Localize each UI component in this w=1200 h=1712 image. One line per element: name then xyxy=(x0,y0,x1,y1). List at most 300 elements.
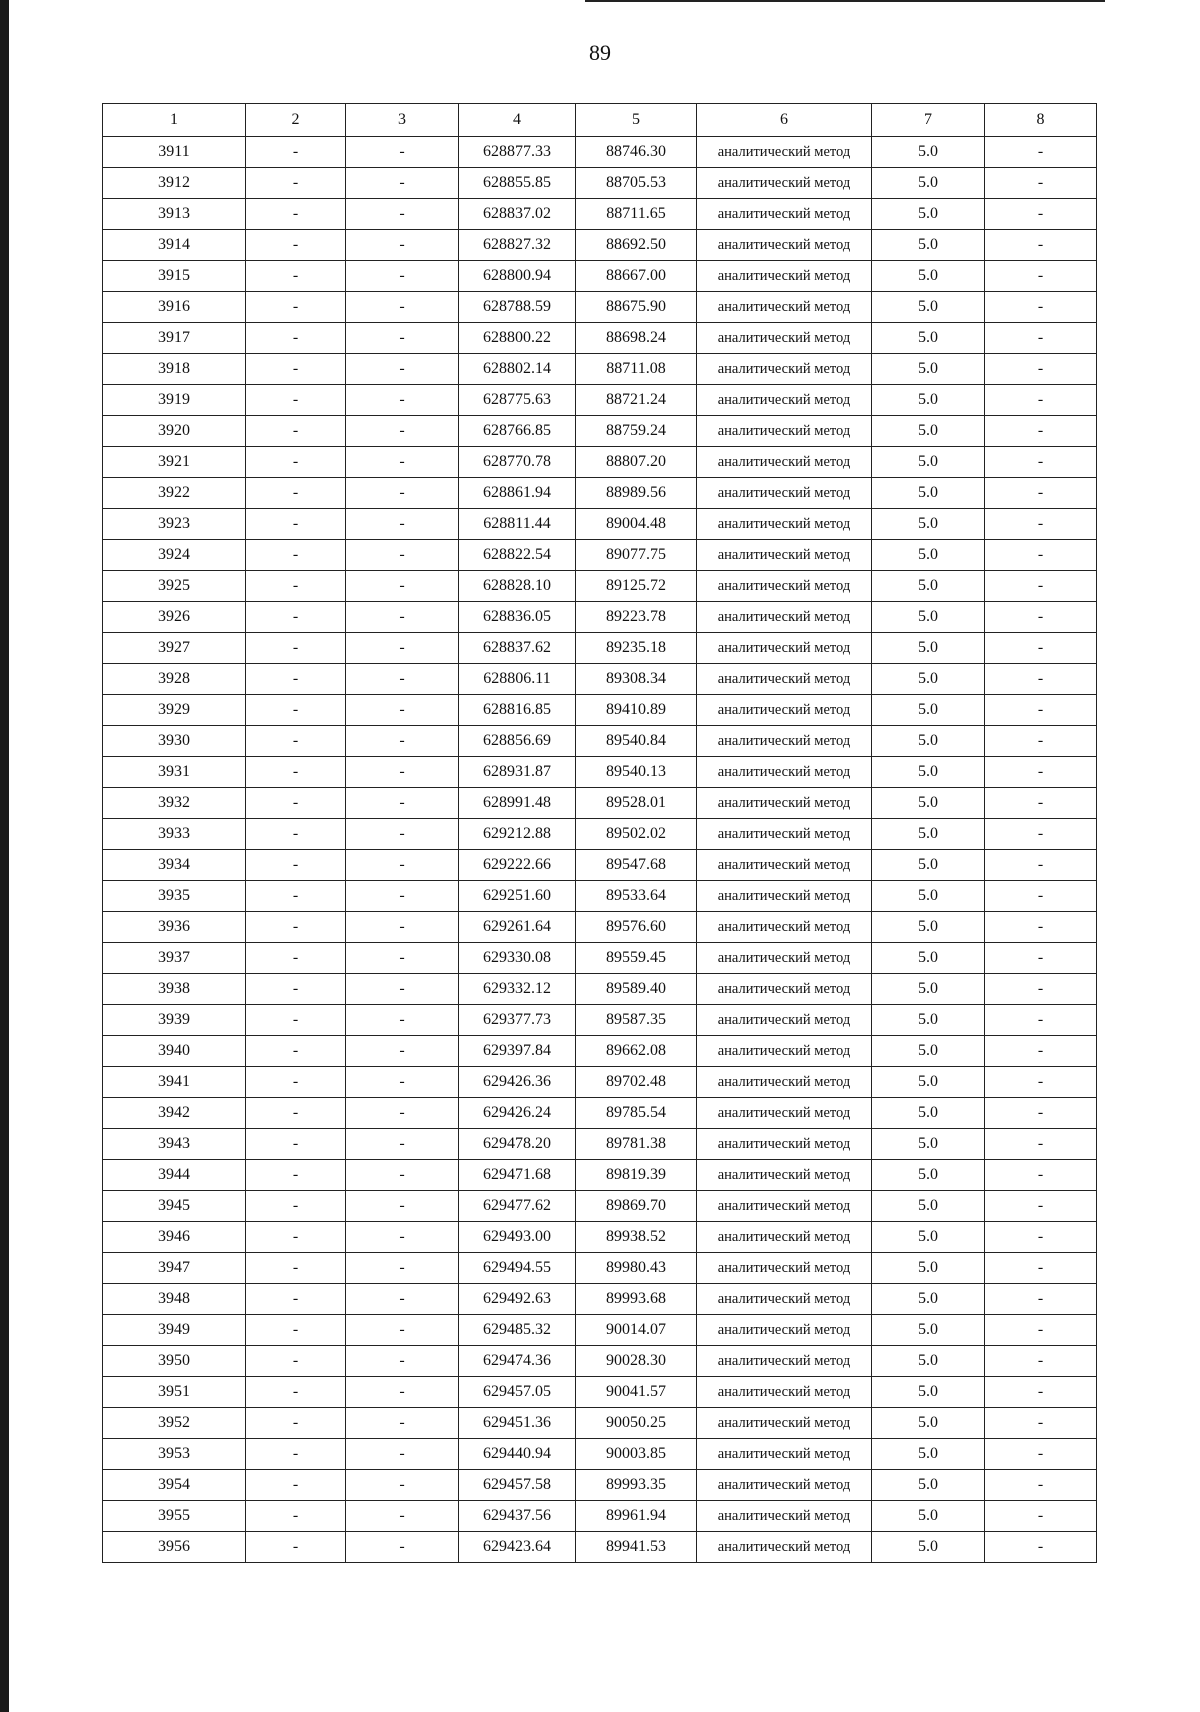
x-coordinate: 628827.32 xyxy=(459,230,576,261)
col2-value: - xyxy=(246,788,346,819)
y-coordinate: 89235.18 xyxy=(576,633,697,664)
point-number: 3940 xyxy=(103,1036,246,1067)
col2-value: - xyxy=(246,633,346,664)
col2-value: - xyxy=(246,323,346,354)
table-row xyxy=(103,416,1097,447)
col2-value: - xyxy=(246,1315,346,1346)
x-coordinate: 629478.20 xyxy=(459,1129,576,1160)
point-number: 3939 xyxy=(103,1005,246,1036)
col8-value: - xyxy=(985,726,1097,757)
point-number: 3946 xyxy=(103,1222,246,1253)
x-coordinate: 629437.56 xyxy=(459,1501,576,1532)
table-row xyxy=(103,447,1097,478)
x-coordinate: 629477.62 xyxy=(459,1191,576,1222)
col8-value: - xyxy=(985,1036,1097,1067)
coordinates-table xyxy=(102,103,1097,1563)
col3-value: - xyxy=(346,323,459,354)
accuracy: 5.0 xyxy=(872,416,985,447)
col2-value: - xyxy=(246,1005,346,1036)
col3-value: - xyxy=(346,478,459,509)
method: аналитический метод xyxy=(697,943,872,974)
col8-value: - xyxy=(985,385,1097,416)
accuracy: 5.0 xyxy=(872,1098,985,1129)
accuracy: 5.0 xyxy=(872,788,985,819)
x-coordinate: 628770.78 xyxy=(459,447,576,478)
col8-value: - xyxy=(985,509,1097,540)
accuracy: 5.0 xyxy=(872,261,985,292)
col3-value: - xyxy=(346,757,459,788)
table-row xyxy=(103,1284,1097,1315)
table-row xyxy=(103,230,1097,261)
accuracy: 5.0 xyxy=(872,726,985,757)
col2-value: - xyxy=(246,354,346,385)
col3-value: - xyxy=(346,912,459,943)
col3-value: - xyxy=(346,1005,459,1036)
y-coordinate: 89540.84 xyxy=(576,726,697,757)
col2-value: - xyxy=(246,199,346,230)
point-number: 3924 xyxy=(103,540,246,571)
col2-value: - xyxy=(246,478,346,509)
col3-value: - xyxy=(346,1098,459,1129)
col3-value: - xyxy=(346,199,459,230)
method: аналитический метод xyxy=(697,664,872,695)
x-coordinate: 628991.48 xyxy=(459,788,576,819)
method: аналитический метод xyxy=(697,1067,872,1098)
y-coordinate: 89980.43 xyxy=(576,1253,697,1284)
col8-value: - xyxy=(985,1191,1097,1222)
col8-value: - xyxy=(985,540,1097,571)
accuracy: 5.0 xyxy=(872,1129,985,1160)
table-row xyxy=(103,168,1097,199)
table-row xyxy=(103,1005,1097,1036)
x-coordinate: 628855.85 xyxy=(459,168,576,199)
accuracy: 5.0 xyxy=(872,881,985,912)
point-number: 3923 xyxy=(103,509,246,540)
col8-value: - xyxy=(985,1098,1097,1129)
method: аналитический метод xyxy=(697,168,872,199)
col8-value: - xyxy=(985,292,1097,323)
col2-value: - xyxy=(246,819,346,850)
point-number: 3936 xyxy=(103,912,246,943)
col3-value: - xyxy=(346,695,459,726)
col2-value: - xyxy=(246,1160,346,1191)
y-coordinate: 90050.25 xyxy=(576,1408,697,1439)
accuracy: 5.0 xyxy=(872,1439,985,1470)
table-row xyxy=(103,1408,1097,1439)
x-coordinate: 628861.94 xyxy=(459,478,576,509)
method: аналитический метод xyxy=(697,385,872,416)
method: аналитический метод xyxy=(697,509,872,540)
x-coordinate: 629493.00 xyxy=(459,1222,576,1253)
accuracy: 5.0 xyxy=(872,1160,985,1191)
method: аналитический метод xyxy=(697,1098,872,1129)
accuracy: 5.0 xyxy=(872,509,985,540)
accuracy: 5.0 xyxy=(872,199,985,230)
x-coordinate: 629485.32 xyxy=(459,1315,576,1346)
method: аналитический метод xyxy=(697,137,872,168)
table-row xyxy=(103,261,1097,292)
accuracy: 5.0 xyxy=(872,230,985,261)
point-number: 3929 xyxy=(103,695,246,726)
x-coordinate: 628931.87 xyxy=(459,757,576,788)
method: аналитический метод xyxy=(697,1191,872,1222)
column-header: 2 xyxy=(246,104,346,137)
point-number: 3942 xyxy=(103,1098,246,1129)
y-coordinate: 89410.89 xyxy=(576,695,697,726)
y-coordinate: 89125.72 xyxy=(576,571,697,602)
method: аналитический метод xyxy=(697,695,872,726)
col8-value: - xyxy=(985,199,1097,230)
table-row xyxy=(103,199,1097,230)
col2-value: - xyxy=(246,1346,346,1377)
x-coordinate: 628837.62 xyxy=(459,633,576,664)
table-row xyxy=(103,1377,1097,1408)
col8-value: - xyxy=(985,137,1097,168)
accuracy: 5.0 xyxy=(872,819,985,850)
accuracy: 5.0 xyxy=(872,571,985,602)
method: аналитический метод xyxy=(697,1160,872,1191)
accuracy: 5.0 xyxy=(872,168,985,199)
y-coordinate: 88746.30 xyxy=(576,137,697,168)
point-number: 3948 xyxy=(103,1284,246,1315)
col2-value: - xyxy=(246,447,346,478)
accuracy: 5.0 xyxy=(872,912,985,943)
accuracy: 5.0 xyxy=(872,1532,985,1563)
y-coordinate: 89077.75 xyxy=(576,540,697,571)
table-row xyxy=(103,354,1097,385)
table-row xyxy=(103,1191,1097,1222)
method: аналитический метод xyxy=(697,1470,872,1501)
col2-value: - xyxy=(246,943,346,974)
y-coordinate: 88711.08 xyxy=(576,354,697,385)
table-row xyxy=(103,757,1097,788)
y-coordinate: 88711.65 xyxy=(576,199,697,230)
col8-value: - xyxy=(985,261,1097,292)
y-coordinate: 88675.90 xyxy=(576,292,697,323)
col3-value: - xyxy=(346,1377,459,1408)
y-coordinate: 89869.70 xyxy=(576,1191,697,1222)
y-coordinate: 88807.20 xyxy=(576,447,697,478)
col3-value: - xyxy=(346,664,459,695)
table-row xyxy=(103,1346,1097,1377)
col8-value: - xyxy=(985,571,1097,602)
table-row xyxy=(103,478,1097,509)
table-row xyxy=(103,1470,1097,1501)
col2-value: - xyxy=(246,1098,346,1129)
column-header: 6 xyxy=(697,104,872,137)
col8-value: - xyxy=(985,1501,1097,1532)
accuracy: 5.0 xyxy=(872,1346,985,1377)
col8-value: - xyxy=(985,602,1097,633)
x-coordinate: 628836.05 xyxy=(459,602,576,633)
point-number: 3926 xyxy=(103,602,246,633)
y-coordinate: 89587.35 xyxy=(576,1005,697,1036)
col3-value: - xyxy=(346,850,459,881)
col2-value: - xyxy=(246,757,346,788)
x-coordinate: 629397.84 xyxy=(459,1036,576,1067)
col3-value: - xyxy=(346,602,459,633)
column-header: 7 xyxy=(872,104,985,137)
x-coordinate: 629457.58 xyxy=(459,1470,576,1501)
point-number: 3954 xyxy=(103,1470,246,1501)
col2-value: - xyxy=(246,881,346,912)
x-coordinate: 628806.11 xyxy=(459,664,576,695)
method: аналитический метод xyxy=(697,850,872,881)
col3-value: - xyxy=(346,447,459,478)
col3-value: - xyxy=(346,1470,459,1501)
method: аналитический метод xyxy=(697,1346,872,1377)
col8-value: - xyxy=(985,1284,1097,1315)
accuracy: 5.0 xyxy=(872,540,985,571)
table-row xyxy=(103,1315,1097,1346)
table-row xyxy=(103,1532,1097,1563)
method: аналитический метод xyxy=(697,1377,872,1408)
point-number: 3934 xyxy=(103,850,246,881)
x-coordinate: 628877.33 xyxy=(459,137,576,168)
y-coordinate: 88759.24 xyxy=(576,416,697,447)
scan-left-edge xyxy=(0,0,9,1712)
accuracy: 5.0 xyxy=(872,974,985,1005)
method: аналитический метод xyxy=(697,1222,872,1253)
accuracy: 5.0 xyxy=(872,943,985,974)
accuracy: 5.0 xyxy=(872,1005,985,1036)
x-coordinate: 629332.12 xyxy=(459,974,576,1005)
col8-value: - xyxy=(985,1253,1097,1284)
accuracy: 5.0 xyxy=(872,1470,985,1501)
col8-value: - xyxy=(985,912,1097,943)
method: аналитический метод xyxy=(697,602,872,633)
y-coordinate: 89547.68 xyxy=(576,850,697,881)
point-number: 3912 xyxy=(103,168,246,199)
table-row xyxy=(103,1222,1097,1253)
col3-value: - xyxy=(346,974,459,1005)
x-coordinate: 629471.68 xyxy=(459,1160,576,1191)
x-coordinate: 629474.36 xyxy=(459,1346,576,1377)
col8-value: - xyxy=(985,1067,1097,1098)
col8-value: - xyxy=(985,943,1097,974)
method: аналитический метод xyxy=(697,1284,872,1315)
point-number: 3931 xyxy=(103,757,246,788)
accuracy: 5.0 xyxy=(872,633,985,664)
col2-value: - xyxy=(246,1191,346,1222)
accuracy: 5.0 xyxy=(872,602,985,633)
method: аналитический метод xyxy=(697,261,872,292)
accuracy: 5.0 xyxy=(872,757,985,788)
x-coordinate: 628800.22 xyxy=(459,323,576,354)
col2-value: - xyxy=(246,137,346,168)
col8-value: - xyxy=(985,1160,1097,1191)
accuracy: 5.0 xyxy=(872,1253,985,1284)
point-number: 3943 xyxy=(103,1129,246,1160)
method: аналитический метод xyxy=(697,912,872,943)
point-number: 3928 xyxy=(103,664,246,695)
col3-value: - xyxy=(346,168,459,199)
col3-value: - xyxy=(346,1067,459,1098)
table-row xyxy=(103,1098,1097,1129)
y-coordinate: 88667.00 xyxy=(576,261,697,292)
col8-value: - xyxy=(985,695,1097,726)
table-row xyxy=(103,292,1097,323)
y-coordinate: 89941.53 xyxy=(576,1532,697,1563)
y-coordinate: 89559.45 xyxy=(576,943,697,974)
y-coordinate: 89528.01 xyxy=(576,788,697,819)
accuracy: 5.0 xyxy=(872,1191,985,1222)
method: аналитический метод xyxy=(697,1005,872,1036)
method: аналитический метод xyxy=(697,571,872,602)
accuracy: 5.0 xyxy=(872,1222,985,1253)
col8-value: - xyxy=(985,1439,1097,1470)
method: аналитический метод xyxy=(697,1315,872,1346)
accuracy: 5.0 xyxy=(872,1408,985,1439)
point-number: 3944 xyxy=(103,1160,246,1191)
point-number: 3935 xyxy=(103,881,246,912)
table-header-row xyxy=(103,104,1097,137)
x-coordinate: 629492.63 xyxy=(459,1284,576,1315)
col2-value: - xyxy=(246,1470,346,1501)
column-header: 1 xyxy=(103,104,246,137)
y-coordinate: 88721.24 xyxy=(576,385,697,416)
accuracy: 5.0 xyxy=(872,1284,985,1315)
accuracy: 5.0 xyxy=(872,385,985,416)
table-row xyxy=(103,850,1097,881)
method: аналитический метод xyxy=(697,199,872,230)
x-coordinate: 628837.02 xyxy=(459,199,576,230)
y-coordinate: 89533.64 xyxy=(576,881,697,912)
col2-value: - xyxy=(246,168,346,199)
x-coordinate: 629457.05 xyxy=(459,1377,576,1408)
y-coordinate: 89308.34 xyxy=(576,664,697,695)
column-header: 4 xyxy=(459,104,576,137)
col8-value: - xyxy=(985,881,1097,912)
accuracy: 5.0 xyxy=(872,1067,985,1098)
col3-value: - xyxy=(346,943,459,974)
col2-value: - xyxy=(246,1284,346,1315)
col3-value: - xyxy=(346,1253,459,1284)
col2-value: - xyxy=(246,1408,346,1439)
table-row xyxy=(103,943,1097,974)
method: аналитический метод xyxy=(697,354,872,385)
y-coordinate: 88705.53 xyxy=(576,168,697,199)
accuracy: 5.0 xyxy=(872,1501,985,1532)
method: аналитический метод xyxy=(697,1501,872,1532)
col3-value: - xyxy=(346,726,459,757)
point-number: 3921 xyxy=(103,447,246,478)
x-coordinate: 629222.66 xyxy=(459,850,576,881)
point-number: 3922 xyxy=(103,478,246,509)
col8-value: - xyxy=(985,974,1097,1005)
point-number: 3937 xyxy=(103,943,246,974)
col8-value: - xyxy=(985,757,1097,788)
x-coordinate: 629494.55 xyxy=(459,1253,576,1284)
y-coordinate: 89785.54 xyxy=(576,1098,697,1129)
y-coordinate: 89819.39 xyxy=(576,1160,697,1191)
table-row xyxy=(103,1129,1097,1160)
table-row xyxy=(103,571,1097,602)
x-coordinate: 628811.44 xyxy=(459,509,576,540)
col2-value: - xyxy=(246,292,346,323)
point-number: 3930 xyxy=(103,726,246,757)
col8-value: - xyxy=(985,819,1097,850)
point-number: 3916 xyxy=(103,292,246,323)
x-coordinate: 629261.64 xyxy=(459,912,576,943)
y-coordinate: 89540.13 xyxy=(576,757,697,788)
method: аналитический метод xyxy=(697,1036,872,1067)
table-row xyxy=(103,1036,1097,1067)
col3-value: - xyxy=(346,509,459,540)
table-row xyxy=(103,1253,1097,1284)
table-row xyxy=(103,1439,1097,1470)
col3-value: - xyxy=(346,540,459,571)
method: аналитический метод xyxy=(697,1439,872,1470)
col2-value: - xyxy=(246,416,346,447)
col8-value: - xyxy=(985,850,1097,881)
method: аналитический метод xyxy=(697,447,872,478)
col8-value: - xyxy=(985,1346,1097,1377)
table-row xyxy=(103,819,1097,850)
table-row xyxy=(103,664,1097,695)
point-number: 3917 xyxy=(103,323,246,354)
col3-value: - xyxy=(346,1129,459,1160)
col3-value: - xyxy=(346,292,459,323)
col2-value: - xyxy=(246,1377,346,1408)
point-number: 3911 xyxy=(103,137,246,168)
y-coordinate: 90003.85 xyxy=(576,1439,697,1470)
x-coordinate: 628816.85 xyxy=(459,695,576,726)
method: аналитический метод xyxy=(697,881,872,912)
col8-value: - xyxy=(985,1377,1097,1408)
table-row xyxy=(103,695,1097,726)
col2-value: - xyxy=(246,1501,346,1532)
col2-value: - xyxy=(246,261,346,292)
col2-value: - xyxy=(246,1036,346,1067)
col8-value: - xyxy=(985,1005,1097,1036)
y-coordinate: 89961.94 xyxy=(576,1501,697,1532)
accuracy: 5.0 xyxy=(872,850,985,881)
col8-value: - xyxy=(985,478,1097,509)
method: аналитический метод xyxy=(697,540,872,571)
col3-value: - xyxy=(346,1284,459,1315)
col8-value: - xyxy=(985,1470,1097,1501)
col2-value: - xyxy=(246,1532,346,1563)
y-coordinate: 89223.78 xyxy=(576,602,697,633)
col3-value: - xyxy=(346,881,459,912)
col2-value: - xyxy=(246,1067,346,1098)
y-coordinate: 90028.30 xyxy=(576,1346,697,1377)
table-row xyxy=(103,1067,1097,1098)
x-coordinate: 629440.94 xyxy=(459,1439,576,1470)
col3-value: - xyxy=(346,1036,459,1067)
point-number: 3913 xyxy=(103,199,246,230)
y-coordinate: 88698.24 xyxy=(576,323,697,354)
point-number: 3925 xyxy=(103,571,246,602)
accuracy: 5.0 xyxy=(872,695,985,726)
x-coordinate: 628802.14 xyxy=(459,354,576,385)
col3-value: - xyxy=(346,1315,459,1346)
col3-value: - xyxy=(346,416,459,447)
accuracy: 5.0 xyxy=(872,292,985,323)
table-row xyxy=(103,385,1097,416)
col2-value: - xyxy=(246,726,346,757)
point-number: 3932 xyxy=(103,788,246,819)
method: аналитический метод xyxy=(697,292,872,323)
col2-value: - xyxy=(246,540,346,571)
col8-value: - xyxy=(985,168,1097,199)
y-coordinate: 90014.07 xyxy=(576,1315,697,1346)
y-coordinate: 89589.40 xyxy=(576,974,697,1005)
col3-value: - xyxy=(346,819,459,850)
table-row xyxy=(103,137,1097,168)
point-number: 3956 xyxy=(103,1532,246,1563)
